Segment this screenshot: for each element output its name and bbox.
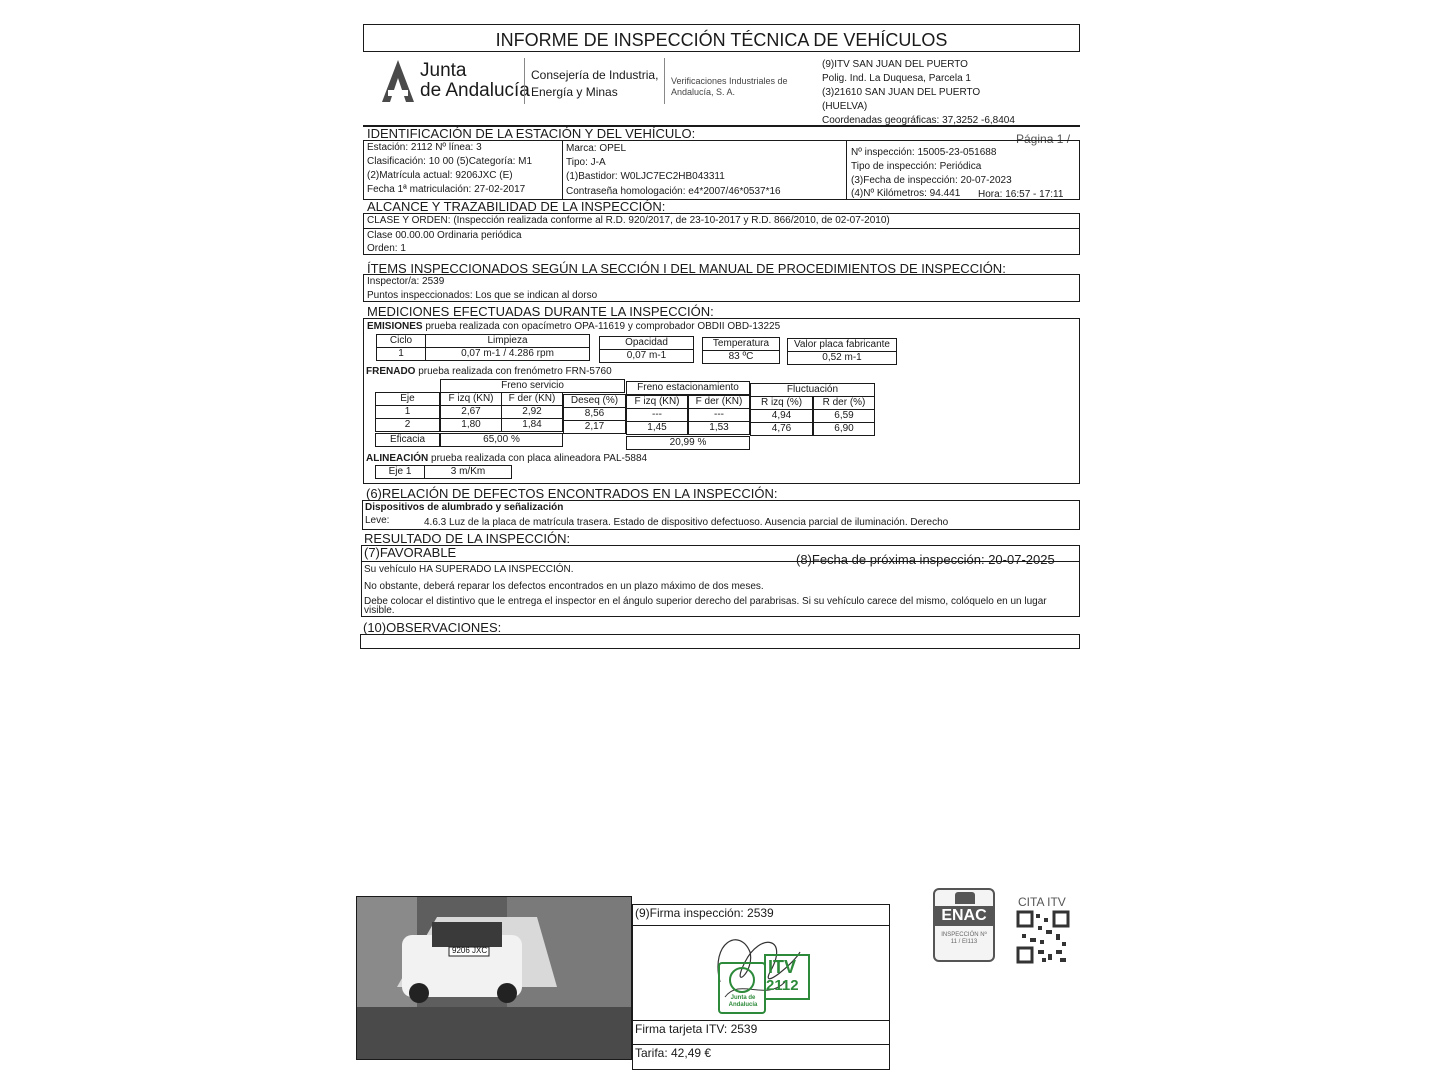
junta-logo-icon <box>378 58 418 104</box>
emisiones-line <box>367 320 780 333</box>
logo-divider <box>524 58 525 104</box>
numero-inspeccion: Nº inspección: 15005-23-051688 <box>851 147 997 158</box>
eficacia-estacionamiento: 20,99 % <box>626 436 750 450</box>
station-address: Polig. Ind. La Duquesa, Parcela 1 <box>822 73 971 84</box>
emisiones-text: prueba realizada con opacímetro OPA-11619 y comprobador OBDII OBD-13225 <box>422 321 781 332</box>
inspector: Inspector/a: 2539 <box>367 276 445 287</box>
marca: Marca: OPEL <box>566 143 627 154</box>
alineacion-line <box>366 452 647 465</box>
bastidor: (1)Bastidor: W0LJC7EC2HB043311 <box>566 171 725 182</box>
inspection-photo <box>356 896 632 1060</box>
opacidad-header: Opacidad <box>599 336 694 350</box>
defectos-category: Dispositivos de alumbrado y señalización <box>365 502 564 513</box>
observaciones-box <box>360 634 1080 649</box>
eficacia-label: Eficacia <box>375 433 440 447</box>
row1-deseq: 8,56 <box>563 407 626 421</box>
ciclo-header: Ciclo <box>376 334 426 348</box>
row1-fder-estac: --- <box>688 408 750 422</box>
freno-servicio-header: Freno servicio <box>440 379 625 393</box>
row2-eje: 2 <box>375 418 440 432</box>
resultado-line4: visible. <box>364 605 395 616</box>
row2-deseq: 2,17 <box>563 420 626 434</box>
resultado-divider <box>361 561 1080 562</box>
resultado-heading: RESULTADO DE LA INSPECCIÓN: <box>364 531 571 546</box>
contrasena-homologacion: Contraseña homologación: e4*2007/46*0537*16 <box>566 186 781 197</box>
row1-rizq: 4,94 <box>750 409 813 423</box>
junta-name-1: Junta <box>420 60 467 81</box>
resultado-line2: No obstante, deberá reparar los defectos encontrados en un plazo máximo de dos meses. <box>364 581 764 592</box>
tarifa: Tarifa: 42,49 € <box>635 1046 712 1060</box>
fecha-inspeccion: (3)Fecha de inspección: 20-07-2023 <box>851 175 1012 186</box>
stamp-junta: Junta de Andalucía <box>728 995 758 1008</box>
page-number: Página 1 / <box>1016 132 1071 146</box>
enac-label: ENAC <box>935 906 993 926</box>
resultado-line3: Debe colocar el distintivo que le entrega el inspector en el ángulo superior derecho del parabrisas. Si su vehículo carece del mismo, colóquelo en un lugar <box>364 596 1047 607</box>
clase: Clase 00.00.00 Ordinaria periódica <box>367 230 522 241</box>
row2-rizq: 4,76 <box>750 422 813 436</box>
stamp-number: 2112 <box>766 977 799 994</box>
fecha-matriculacion: Fecha 1ª matriculación: 27-02-2017 <box>367 184 526 195</box>
qr-code-icon <box>1016 910 1070 964</box>
document-title: INFORME DE INSPECCIÓN TÉCNICA DE VEHÍCULOS <box>495 30 948 50</box>
placa-header: Valor placa fabricante <box>787 338 897 352</box>
enac-subtext: INSPECCIÓN Nº 11 / EI113 <box>941 932 987 945</box>
consejeria-1: Consejería de Industria, <box>531 68 659 82</box>
col-fder-estac: F der (KN) <box>688 395 750 409</box>
clasificacion: Clasificación: 10 00 (5)Categoría: M1 <box>367 156 533 167</box>
resultado-line1: Su vehículo HA SUPERADO LA INSPECCIÓN. <box>364 564 574 575</box>
limpieza-header: Limpieza <box>425 334 590 348</box>
photo-plate: 9206 JXC <box>452 946 488 955</box>
station-province: (HUELVA) <box>822 101 868 112</box>
ident-col-2 <box>846 140 847 200</box>
clase-orden: CLASE Y ORDEN: (Inspección realizada conforme al R.D. 920/2017, de 23-10-2017 y R.D. 866/2010, de 02-07-2010) <box>367 215 890 226</box>
puntos-inspeccionados: Puntos inspeccionados: Los que se indican al dorso <box>367 290 598 301</box>
col-deseq: Deseq (%) <box>563 394 626 408</box>
cita-itv-label: CITA ITV <box>1018 895 1066 909</box>
firma-tarjeta: Firma tarjeta ITV: 2539 <box>635 1022 758 1036</box>
row1-fizq: 2,67 <box>440 405 502 419</box>
station-coordinates: Coordenadas geográficas: 37,3252 -6,8404 <box>822 115 1015 126</box>
row2-fder-estac: 1,53 <box>688 421 750 435</box>
ident-heading: IDENTIFICACIÓN DE LA ESTACIÓN Y DEL VEHÍCULO: <box>367 126 696 141</box>
defectos-heading: (6)RELACIÓN DE DEFECTOS ENCONTRADOS EN LA INSPECCIÓN: <box>366 486 778 501</box>
firma-divider-2 <box>632 1020 890 1021</box>
row1-rder: 6,59 <box>813 409 875 423</box>
opacidad-value: 0,07 m-1 <box>599 349 694 363</box>
station-name: (9)ITV SAN JUAN DEL PUERTO <box>822 59 968 70</box>
items-heading: ÍTEMS INSPECCIONADOS SEGÚN LA SECCIÓN I DEL MANUAL DE PROCEDIMIENTOS DE INSPECCIÓN: <box>367 261 1006 276</box>
alineacion-text: prueba realizada con placa alineadora PAL-5884 <box>428 453 648 464</box>
eje1-label: Eje 1 <box>375 465 425 479</box>
temperatura-value: 83 ºC <box>702 350 780 364</box>
matricula: (2)Matrícula actual: 9206JXC (E) <box>367 170 513 181</box>
freno-estacionamiento-header: Freno estacionamiento <box>626 381 750 395</box>
temperatura-header: Temperatura <box>702 337 780 351</box>
hora: Hora: 16:57 - 17:11 <box>978 189 1064 200</box>
enac-crown-icon <box>955 892 975 904</box>
row2-fder: 1,84 <box>501 418 563 432</box>
row1-fder: 2,92 <box>501 405 563 419</box>
mediciones-heading: MEDICIONES EFECTUADAS DURANTE LA INSPECCIÓN: <box>367 304 714 319</box>
row2-rder: 6,90 <box>813 422 875 436</box>
col-fizq-estac: F izq (KN) <box>626 395 688 409</box>
firma-inspeccion: (9)Firma inspección: 2539 <box>635 906 774 920</box>
observaciones-heading: (10)OBSERVACIONES: <box>363 620 502 635</box>
col-eje: Eje <box>375 392 440 406</box>
ciclo-value: 1 <box>376 347 426 361</box>
estacion-linea: Estación: 2112 Nº línea: 3 <box>367 142 482 153</box>
alcance-heading: ALCANCE Y TRAZABILIDAD DE LA INSPECCIÓN: <box>367 199 666 214</box>
col-rder: R der (%) <box>813 396 875 410</box>
col-rizq: R izq (%) <box>750 396 813 410</box>
logo-divider-2 <box>664 58 665 104</box>
resultado-favorable: (7)FAVORABLE <box>364 545 457 560</box>
proxima-inspeccion: (8)Fecha de próxima inspección: 20-07-2025 <box>796 552 1055 567</box>
orden: Orden: 1 <box>367 243 406 254</box>
placa-value: 0,52 m-1 <box>787 351 897 365</box>
row1-eje: 1 <box>375 405 440 419</box>
frenado-label: FRENADO <box>366 366 416 377</box>
enac-badge <box>933 888 995 962</box>
defectos-level: Leve: <box>365 515 390 526</box>
kilometros: (4)Nº Kilómetros: 94.441 <box>851 188 961 199</box>
col-fder: F der (KN) <box>501 392 563 406</box>
limpieza-value: 0,07 m-1 / 4.286 rpm <box>425 347 590 361</box>
defectos-text: 4.6.3 Luz de la placa de matrícula trasera. Estado de dispositivo defectuoso. Ausencia parcial de iluminación. Derecho <box>424 517 949 528</box>
eficacia-servicio: 65,00 % <box>440 433 563 447</box>
emisiones-label: EMISIONES <box>367 321 423 332</box>
col-fizq: F izq (KN) <box>440 392 502 406</box>
verificaciones-1: Verificaciones Industriales de <box>671 76 788 86</box>
row1-fizq-estac: --- <box>626 408 688 422</box>
eje1-value: 3 m/Km <box>424 465 512 479</box>
alineacion-label: ALINEACIÓN <box>366 453 429 464</box>
row2-fizq-estac: 1,45 <box>626 421 688 435</box>
verificaciones-2: Andalucía, S. A. <box>671 87 736 97</box>
frenado-line <box>366 365 612 378</box>
station-cp: (3)21610 SAN JUAN DEL PUERTO <box>822 87 981 98</box>
row2-fizq: 1,80 <box>440 418 502 432</box>
frenado-text: prueba realizada con frenómetro FRN-5760 <box>415 366 612 377</box>
stamp-itv: ITV <box>768 957 797 977</box>
junta-name-2: de Andalucía <box>420 80 530 101</box>
tipo-inspeccion: Tipo de inspección: Periódica <box>851 161 982 172</box>
firma-divider-3 <box>632 1044 890 1045</box>
fluctuacion-header: Fluctuación <box>750 383 875 397</box>
tipo: Tipo: J-A <box>566 157 606 168</box>
consejeria-2: Energía y Minas <box>531 85 618 99</box>
ident-col-1 <box>562 140 563 200</box>
photo-scene-icon <box>357 897 631 1059</box>
